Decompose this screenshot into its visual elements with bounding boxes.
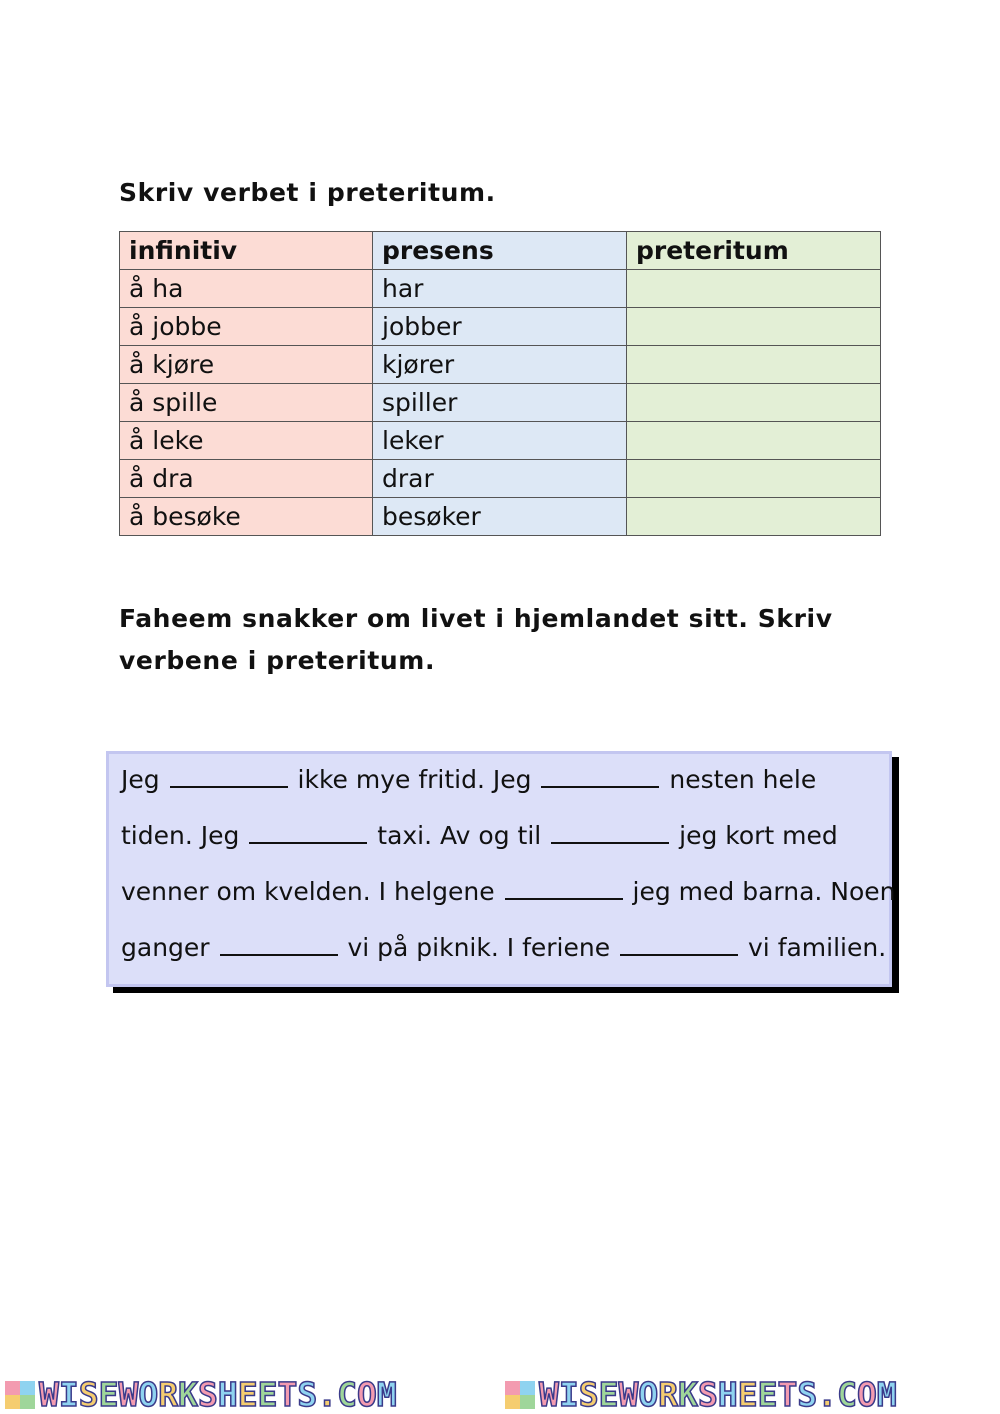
story-line bbox=[121, 814, 889, 870]
presens-cell: spiller bbox=[373, 384, 627, 422]
answer-blank[interactable] bbox=[505, 876, 623, 900]
presens-cell: drar bbox=[373, 460, 627, 498]
infinitiv-cell: å ha bbox=[120, 270, 373, 308]
brand-logo-repeat bbox=[500, 1376, 1000, 1413]
story-text: nesten hele bbox=[669, 765, 817, 794]
story-line bbox=[121, 870, 896, 926]
answer-blank[interactable] bbox=[170, 764, 288, 788]
story-box bbox=[106, 751, 896, 987]
story-line bbox=[121, 758, 889, 814]
table-row bbox=[120, 346, 881, 384]
story-line bbox=[121, 926, 889, 982]
logo-mark-icon bbox=[5, 1381, 35, 1409]
story-text: jeg med barna. Noen bbox=[632, 877, 896, 906]
preteritum-answer-cell[interactable] bbox=[627, 346, 881, 384]
story-text: venner om kvelden. I helgene bbox=[121, 877, 495, 906]
presens-cell: jobber bbox=[373, 308, 627, 346]
infinitiv-cell: å leke bbox=[120, 422, 373, 460]
story-text: ikke mye fritid. Jeg bbox=[297, 765, 532, 794]
brand-logo bbox=[0, 1376, 500, 1413]
infinitiv-cell: å spille bbox=[120, 384, 373, 422]
infinitiv-cell: å kjøre bbox=[120, 346, 373, 384]
answer-blank[interactable] bbox=[620, 932, 738, 956]
presens-cell: leker bbox=[373, 422, 627, 460]
table-row bbox=[120, 308, 881, 346]
story-text: tiden. Jeg bbox=[121, 821, 240, 850]
answer-blank[interactable] bbox=[541, 764, 659, 788]
presens-cell: kjører bbox=[373, 346, 627, 384]
brand-wordmark: WISEWORKSHEETS.COM bbox=[39, 1375, 397, 1414]
logo-mark-icon bbox=[505, 1381, 535, 1409]
answer-blank[interactable] bbox=[551, 820, 669, 844]
verb-table bbox=[119, 231, 881, 536]
header-presens: presens bbox=[373, 232, 627, 270]
brand-wordmark: WISEWORKSHEETS.COM bbox=[539, 1375, 897, 1414]
presens-cell: har bbox=[373, 270, 627, 308]
preteritum-answer-cell[interactable] bbox=[627, 308, 881, 346]
story-text: ganger bbox=[121, 933, 210, 962]
preteritum-answer-cell[interactable] bbox=[627, 422, 881, 460]
preteritum-answer-cell[interactable] bbox=[627, 384, 881, 422]
header-preteritum: preteritum bbox=[627, 232, 881, 270]
table-row bbox=[120, 498, 881, 536]
story-text: vi på piknik. I feriene bbox=[347, 933, 611, 962]
story-text: jeg kort med bbox=[679, 821, 838, 850]
preteritum-answer-cell[interactable] bbox=[627, 460, 881, 498]
story-text: taxi. Av og til bbox=[377, 821, 542, 850]
preteritum-answer-cell[interactable] bbox=[627, 498, 881, 536]
preteritum-answer-cell[interactable] bbox=[627, 270, 881, 308]
exercise-1-title: Skriv verbet i preteritum. bbox=[119, 178, 496, 207]
table-header-row bbox=[120, 232, 881, 270]
infinitiv-cell: å dra bbox=[120, 460, 373, 498]
table-row bbox=[120, 460, 881, 498]
infinitiv-cell: å besøke bbox=[120, 498, 373, 536]
presens-cell: besøker bbox=[373, 498, 627, 536]
story-text: vi familien. bbox=[748, 933, 887, 962]
table-row bbox=[120, 270, 881, 308]
infinitiv-cell: å jobbe bbox=[120, 308, 373, 346]
table-row bbox=[120, 422, 881, 460]
footer-branding bbox=[0, 1376, 1000, 1413]
answer-blank[interactable] bbox=[220, 932, 338, 956]
exercise-2-title: Faheem snakker om livet i hjemlandet sitt. Skriv verbene i preteritum. bbox=[119, 604, 833, 675]
story-text: Jeg bbox=[121, 765, 160, 794]
header-infinitiv: infinitiv bbox=[120, 232, 373, 270]
answer-blank[interactable] bbox=[249, 820, 367, 844]
table-row bbox=[120, 384, 881, 422]
